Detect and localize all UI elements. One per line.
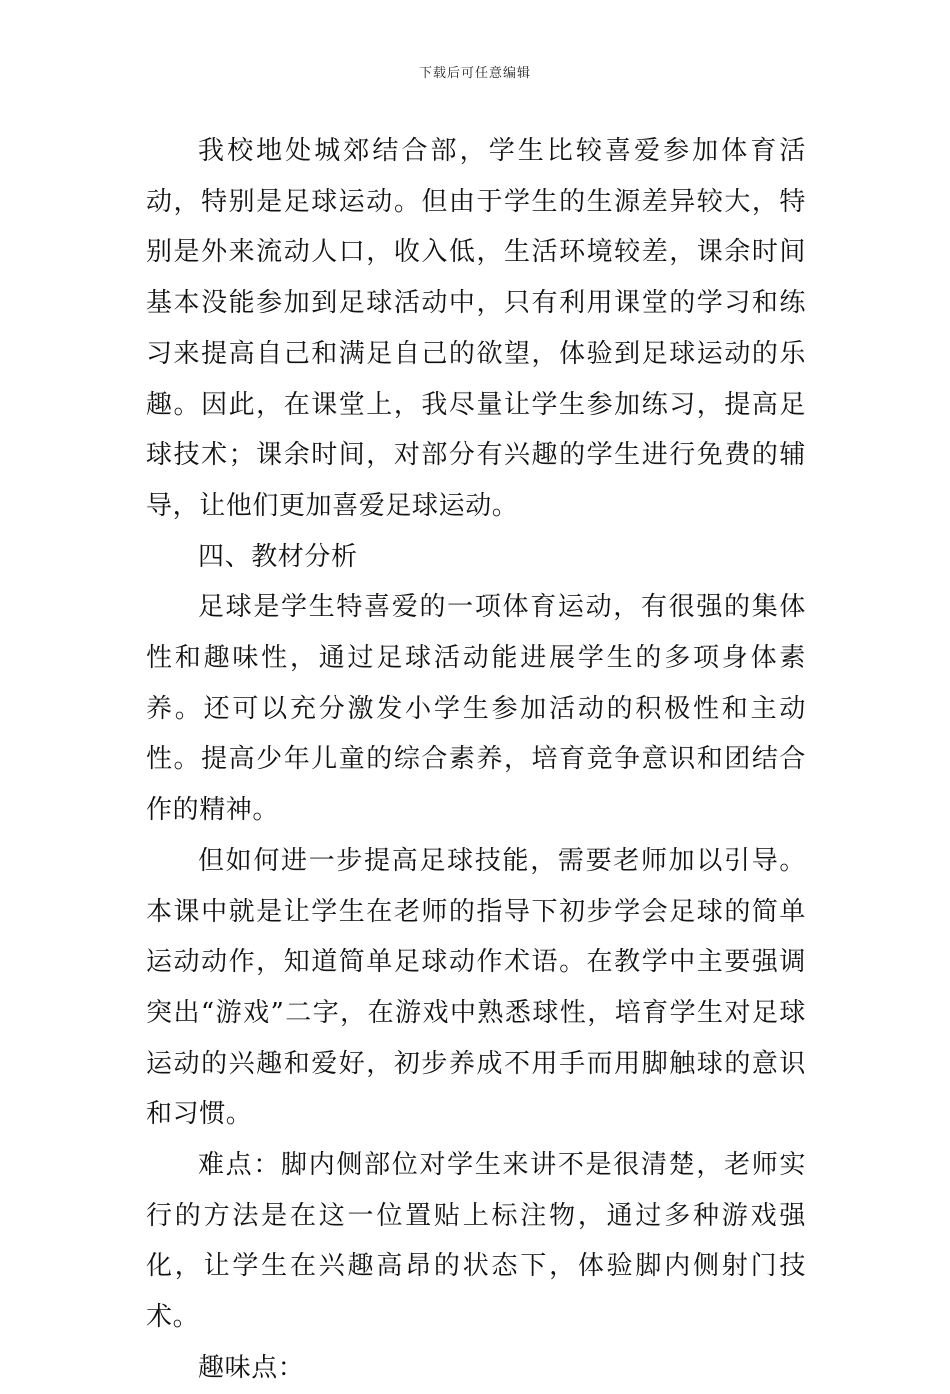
section-heading-material-analysis: 四、教材分析 [198,541,358,572]
paragraph-teaching-focus: 但如何进一步提高足球技能，需要老师加以引导。本课中就是让学生在老师的指导下初步学会足球的简单运动动作，知道简单足球动作术语。在教学中主要强调突出“游戏”二字，在游戏中熟悉球性，培育学生对足球运动的兴趣和爱好，初步养成不用手而用脚触球的意识和习惯。 [146,845,806,1130]
document-body [146,126,806,1394]
paragraph-difficulty: 难点：脚内侧部位对学生来讲不是很清楚，老师实行的方法是在这一位置贴上标注物，通过多种游戏强化，让学生在兴趣高昂的状态下，体验脚内侧射门技术。 [146,1150,806,1333]
paragraph-school-background: 我校地处城郊结合部，学生比较喜爱参加体育活动，特别是足球运动。但由于学生的生源差异较大，特别是外来流动人口，收入低，生活环境较差，课余时间基本没能参加到足球活动中，只有利用课堂的学习和练习来提高自己和满足自己的欲望，体验到足球运动的乐趣。因此，在课堂上，我尽量让学生参加练习，提高足球技术；课余时间，对部分有兴趣的学生进行免费的辅导，让他们更加喜爱足球运动。 [146,136,806,521]
paragraph-fun-points: 趣味点： [198,1352,305,1383]
paragraph-football-value: 足球是学生特喜爱的一项体育运动，有很强的集体性和趣味性，通过足球活动能进展学生的多项身体素养。还可以充分激发小学生参加活动的积极性和主动性。提高少年儿童的综合素养，培育竞争意识和团结合作的精神。 [146,592,806,826]
header-note: 下载后可任意编辑 [418,66,531,81]
